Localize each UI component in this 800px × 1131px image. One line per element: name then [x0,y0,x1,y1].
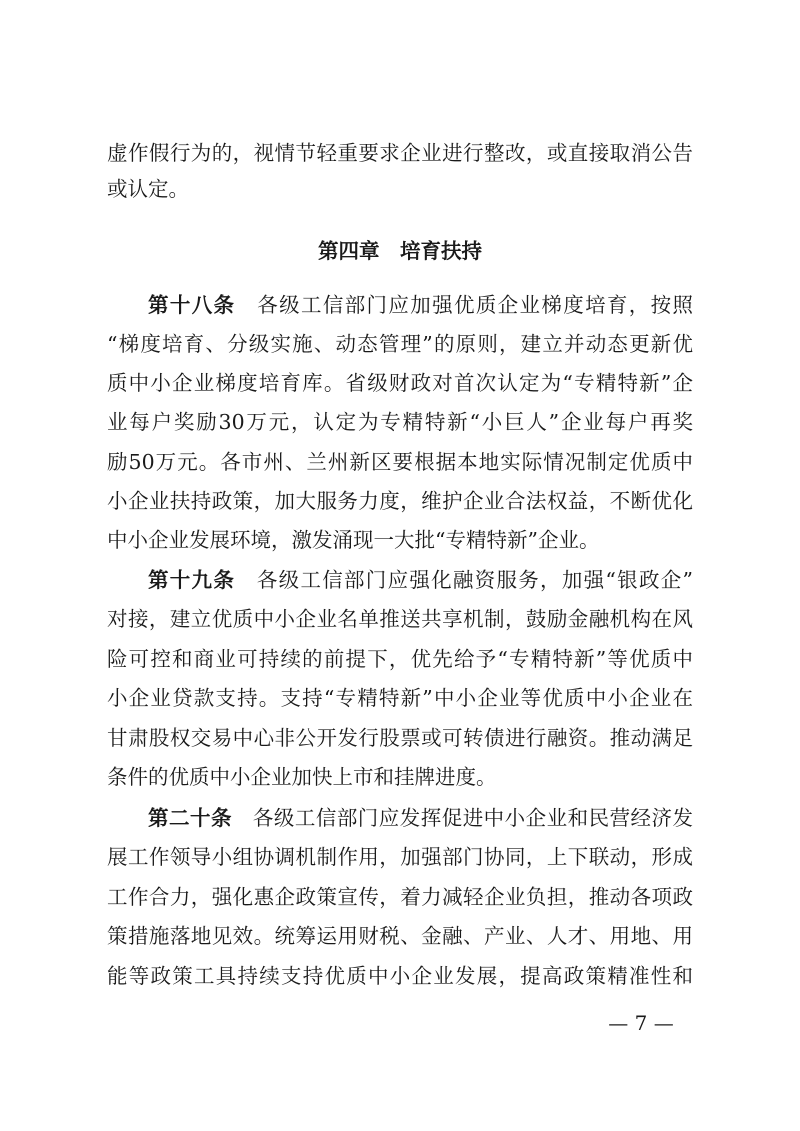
article-20-line-5: 能等政策工具持续支持优质中小企业发展，提高政策精准性和 [107,964,693,988]
article-18-line-3: 质中小企业梯度培育库。省级财政对首次认定为“专精特新”企 [107,371,693,395]
article-19-line-2: 对接，建立优质中小企业名单推送共享机制，鼓励金融机构在风 [107,607,693,631]
article-19-line-4: 小企业贷款支持。支持“专精特新”中小企业等优质中小企业在 [107,686,693,710]
article-20-label: 第二十条 [148,806,232,830]
article-20-line-4: 策措施落地见效。统筹运用财税、金融、产业、人才、用地、用 [107,924,693,948]
article-19-line-6: 条件的优质中小企业加快上市和挂牌进度。 [107,765,497,789]
article-20-line-1 [107,803,693,833]
article-18-line-7: 中小企业发展环境，激发涌现一大批“专精特新”企业。 [107,528,600,552]
article-20-line-3: 工作合力，强化惠企政策宣传，着力减轻企业负担，推动各项政 [107,885,693,909]
article-19-line-3: 险可控和商业可持续的前提下，优先给予“专精特新”等优质中 [107,647,693,671]
intro-line-1: 虚作假行为的，视情节轻重要求企业进行整改，或直接取消公告 [107,141,693,165]
article-18-line-2: “梯度培育、分级实施、动态管理”的原则，建立并动态更新优 [107,332,693,356]
article-18-line-1 [107,290,693,320]
page-number: — 7 — [608,1011,674,1035]
article-18-line-4: 业每户奖励30万元，认定为专精特新“小巨人”企业每户再奖 [107,410,693,434]
article-18-label: 第十八条 [148,293,236,317]
article-18-line-5: 励50万元。各市州、兰州新区要根据本地实际情况制定优质中 [107,450,693,474]
article-20-text-1: 各级工信部门应发挥促进中小企业和民营经济发 [252,806,694,830]
article-19-line-5: 甘肃股权交易中心非公开发行股票或可转债进行融资。推动满足 [107,726,693,750]
intro-line-2: 或认定。 [107,177,189,201]
article-20-line-2: 展工作领导小组协调机制作用，加强部门协同，上下联动，形成 [107,845,693,869]
article-19-text-1: 各级工信部门应强化融资服务，加强“银政企” [256,568,693,592]
article-18-text-1: 各级工信部门应加强优质企业梯度培育，按照 [257,293,694,317]
article-19-line-1 [107,565,693,595]
article-19-label: 第十九条 [148,568,236,592]
chapter-title: 第四章 培育扶持 [318,239,482,263]
article-18-line-6: 小企业扶持政策，加大服务力度，维护企业合法权益，不断优化 [107,489,693,513]
